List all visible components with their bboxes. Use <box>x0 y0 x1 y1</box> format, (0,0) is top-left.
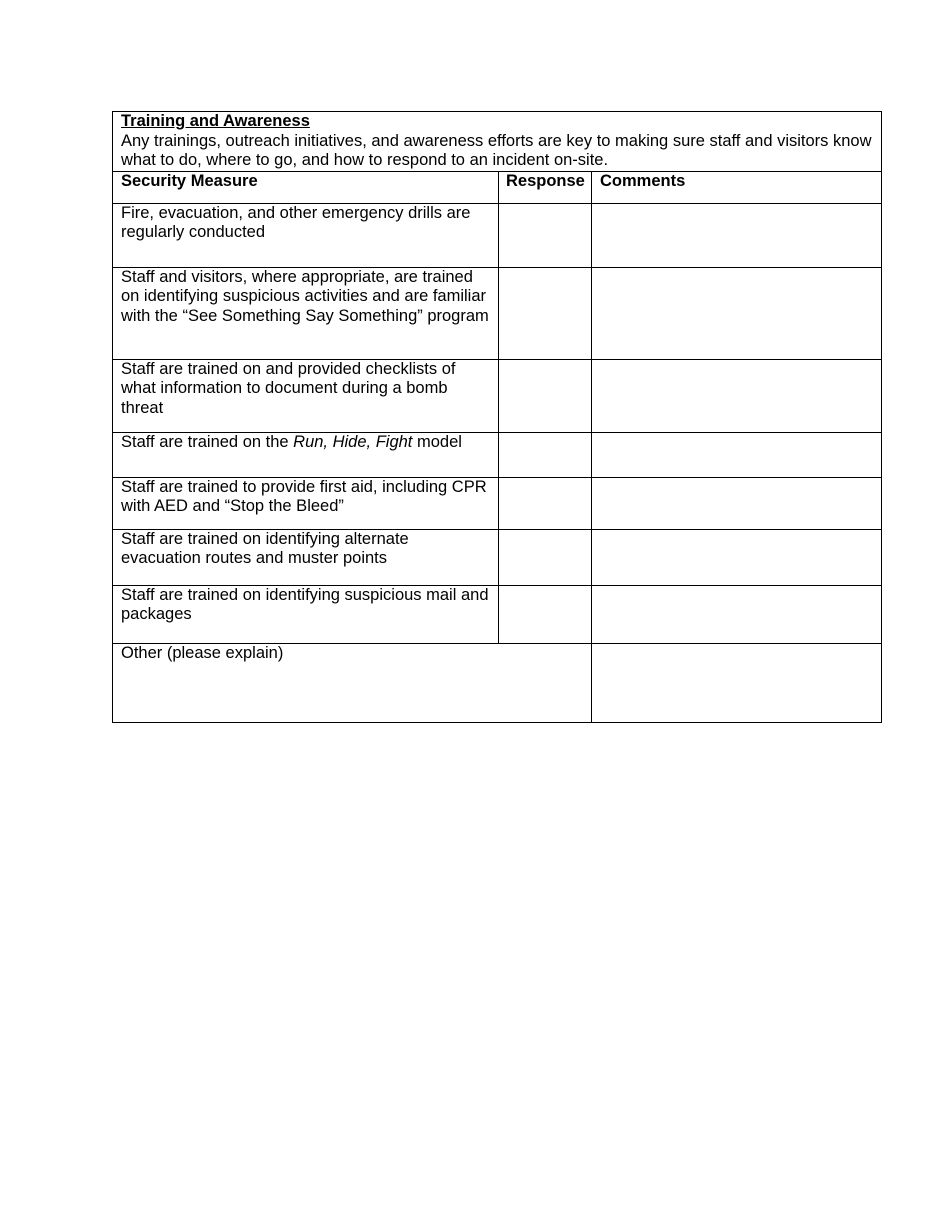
comments-cell[interactable] <box>592 585 882 643</box>
table-row <box>113 529 882 585</box>
training-awareness-table <box>112 111 882 723</box>
comments-cell[interactable] <box>592 477 882 529</box>
response-cell[interactable] <box>499 477 592 529</box>
comments-cell[interactable] <box>592 529 882 585</box>
section-header-cell <box>113 112 882 172</box>
table-row <box>113 477 882 529</box>
comments-cell[interactable] <box>592 432 882 477</box>
comments-cell[interactable] <box>592 359 882 432</box>
other-comments-cell[interactable] <box>592 643 882 722</box>
response-cell[interactable] <box>499 432 592 477</box>
response-cell[interactable] <box>499 585 592 643</box>
section-title: Training and Awareness <box>121 112 310 130</box>
table-row <box>113 267 882 359</box>
measure-cell: Staff are trained to provide first aid, including CPR with AED and “Stop the Bleed” <box>113 477 499 529</box>
other-label-cell[interactable]: Other (please explain) <box>113 643 592 722</box>
measure-text-after: model <box>412 432 462 451</box>
measure-text-italic: Run, Hide, Fight <box>293 432 413 451</box>
column-header-comments: Comments <box>592 171 882 203</box>
table-row <box>113 359 882 432</box>
comments-cell[interactable] <box>592 203 882 267</box>
column-header-response: Response <box>499 171 592 203</box>
section-description: Any trainings, outreach initiatives, and awareness efforts are key to making sure staff and visitors know what to do, where to go, and how to respond to an incident on-site. <box>121 131 872 169</box>
column-header-measure: Security Measure <box>113 171 499 203</box>
response-cell[interactable] <box>499 529 592 585</box>
table-row <box>113 432 882 477</box>
comments-cell[interactable] <box>592 267 882 359</box>
measure-cell: Staff are trained on and provided checklists of what information to document during a bomb threat <box>113 359 499 432</box>
measure-cell: Staff are trained on identifying alternate evacuation routes and muster points <box>113 529 499 585</box>
response-cell[interactable] <box>499 203 592 267</box>
response-cell[interactable] <box>499 267 592 359</box>
measure-cell: Fire, evacuation, and other emergency drills are regularly conducted <box>113 203 499 267</box>
measure-cell: Staff are trained on identifying suspicious mail and packages <box>113 585 499 643</box>
table-row <box>113 585 882 643</box>
other-row <box>113 643 882 722</box>
column-header-row <box>113 171 882 203</box>
section-header-row <box>113 112 882 172</box>
response-cell[interactable] <box>499 359 592 432</box>
measure-text-before: Staff are trained on the <box>121 432 294 451</box>
measure-cell <box>113 432 499 477</box>
table-row <box>113 203 882 267</box>
measure-cell: Staff and visitors, where appropriate, are trained on identifying suspicious activities and are familiar with the “See Something Say Something” program <box>113 267 499 359</box>
